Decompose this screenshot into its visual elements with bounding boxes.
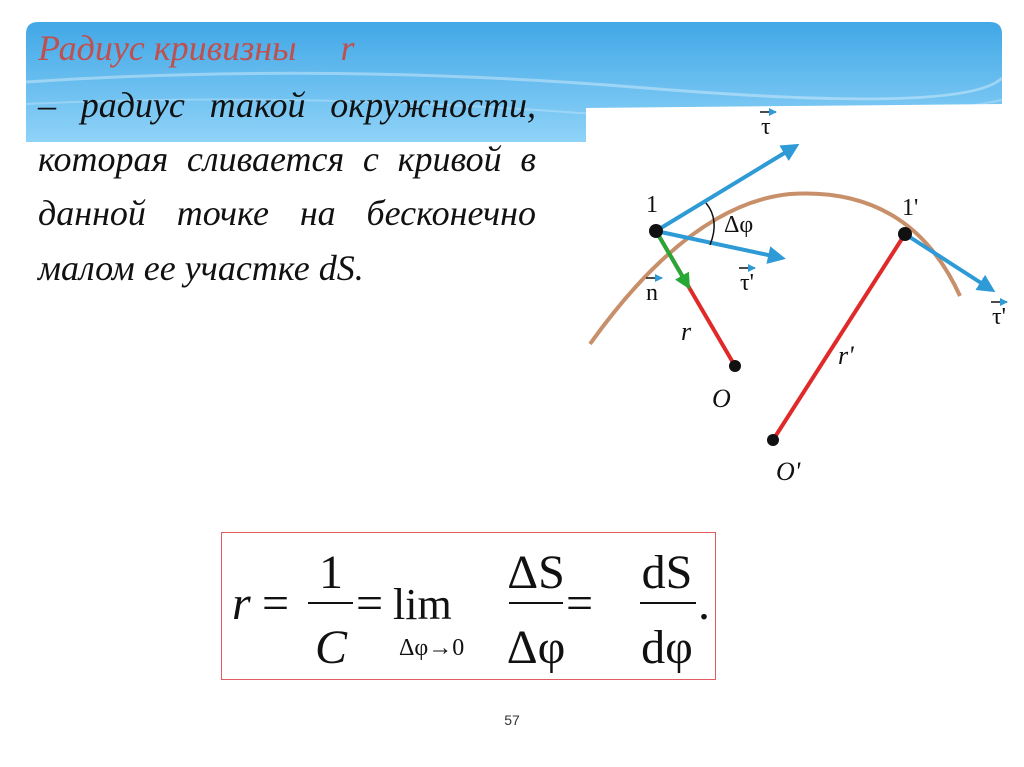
tangent-tau-prime-at-1prime-arrow (905, 234, 992, 290)
point-1-prime (898, 227, 912, 241)
formula-delta-phi: Δφ (506, 621, 566, 674)
formula-lim: lim (393, 580, 452, 629)
formula-dphi: dφ (641, 621, 693, 674)
formula-one: 1 (319, 546, 343, 599)
definition-text: – радиус такой окружности, которая сливается с кривой в данной точке на бесконечно малом ее участке dS. (38, 85, 536, 288)
title-variable: r (340, 28, 355, 68)
formula-period: . (698, 577, 710, 630)
formula-equals-3: = (566, 577, 594, 630)
formula-r: r (232, 577, 251, 630)
tangent-tau-prime-at-1-arrow (656, 231, 782, 258)
center-O-prime-point (767, 434, 779, 446)
slide-title (38, 22, 355, 74)
label-tau-prime-2: τ' (992, 304, 1006, 330)
formula-lim-subscript: Δφ→0 (399, 635, 465, 661)
label-r-prime: r' (838, 341, 854, 370)
formula-C: C (314, 621, 348, 674)
label-center-O-prime: O' (776, 457, 801, 486)
formula-equals-2: = (356, 577, 384, 630)
point-1 (649, 224, 663, 238)
curvature-diagram (580, 100, 1020, 500)
label-r: r (681, 317, 692, 346)
formula-equals-1: = (262, 577, 290, 630)
label-n: n (646, 280, 658, 306)
formula-delta-S: ΔS (507, 546, 565, 599)
label-point-1-prime: 1' (902, 195, 919, 221)
formula-box (221, 532, 716, 680)
title-text: Радиус кривизны (38, 28, 297, 68)
center-O-point (729, 360, 741, 372)
radius-r-prime-line (773, 234, 905, 440)
label-center-O: O (712, 384, 731, 413)
label-point-1: 1 (646, 192, 658, 218)
label-tau: τ (761, 114, 771, 140)
page-number: 57 (504, 712, 520, 728)
formula-dS: dS (641, 546, 693, 599)
label-tau-prime: τ' (740, 270, 754, 296)
label-delta-phi: Δφ (724, 212, 754, 238)
